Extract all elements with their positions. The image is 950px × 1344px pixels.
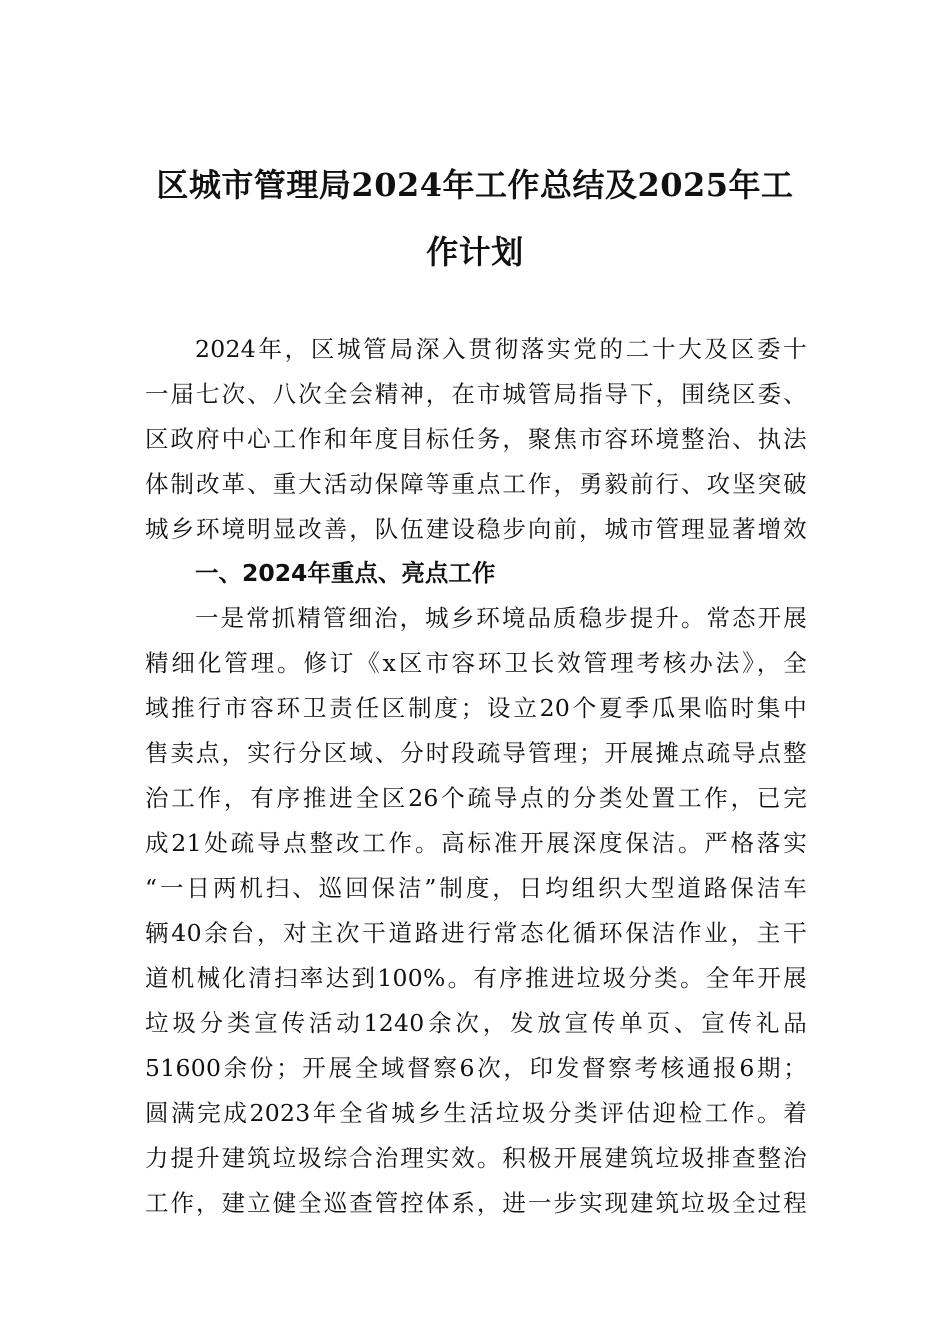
body-paragraph-line: 道机械化清扫率达到100%。有序推进垃圾分类。全年开展 — [145, 964, 807, 992]
document-title-line-1: 区城市管理局2024年工作总结及2025年工 — [156, 166, 794, 204]
body-paragraph-line: 治工作，有序推进全区26个疏导点的分类处置工作，已完 — [145, 784, 807, 812]
intro-paragraph-line: 2024年，区城管局深入贯彻落实党的二十大及区委十 — [195, 335, 807, 363]
body-paragraph-line: 51600余份；开展全域督察6次，印发督察考核通报6期； — [145, 1054, 807, 1082]
body-paragraph-line: 精细化管理。修订《x区市容环卫长效管理考核办法》，全 — [145, 649, 807, 677]
body-paragraph-line: 辆40余台，对主次干道路进行常态化循环保洁作业，主干 — [145, 919, 807, 947]
body-paragraph-line: 工作，建立健全巡查管控体系，进一步实现建筑垃圾全过程 — [145, 1189, 807, 1217]
body-paragraph-line: 一是常抓精管细治，城乡环境品质稳步提升。常态开展 — [195, 604, 807, 632]
intro-paragraph-line: 区政府中心工作和年度目标任务，聚焦市容环境整治、执法 — [145, 425, 807, 453]
body-paragraph-line: 力提升建筑垃圾综合治理实效。积极开展建筑垃圾排查整治 — [145, 1144, 807, 1172]
body-paragraph-line: “一日两机扫、巡回保洁”制度，日均组织大型道路保洁车 — [145, 874, 807, 902]
body-paragraph-line: 垃圾分类宣传活动1240余次，发放宣传单页、宣传礼品 — [145, 1009, 807, 1037]
body-paragraph-line: 域推行市容环卫责任区制度；设立20个夏季瓜果临时集中 — [145, 694, 807, 722]
intro-paragraph-line: 体制改革、重大活动保障等重点工作，勇毅前行、攻坚突破 — [145, 470, 807, 498]
intro-paragraph-line: 城乡环境明显改善，队伍建设稳步向前，城市管理显著增效 — [145, 515, 807, 543]
body-paragraph-line: 成21处疏导点整改工作。高标准开展深度保洁。严格落实 — [145, 829, 807, 857]
document-title-line-2: 作计划 — [426, 233, 524, 271]
body-paragraph-line: 售卖点，实行分区域、分时段疏导管理；开展摊点疏导点整 — [145, 739, 807, 767]
body-paragraph-line: 圆满完成2023年全省城乡生活垃圾分类评估迎检工作。着 — [145, 1099, 807, 1127]
section-heading: 一、2024年重点、亮点工作 — [195, 559, 496, 587]
intro-paragraph-line: 一届七次、八次全会精神，在市城管局指导下，围绕区委、 — [145, 380, 807, 408]
